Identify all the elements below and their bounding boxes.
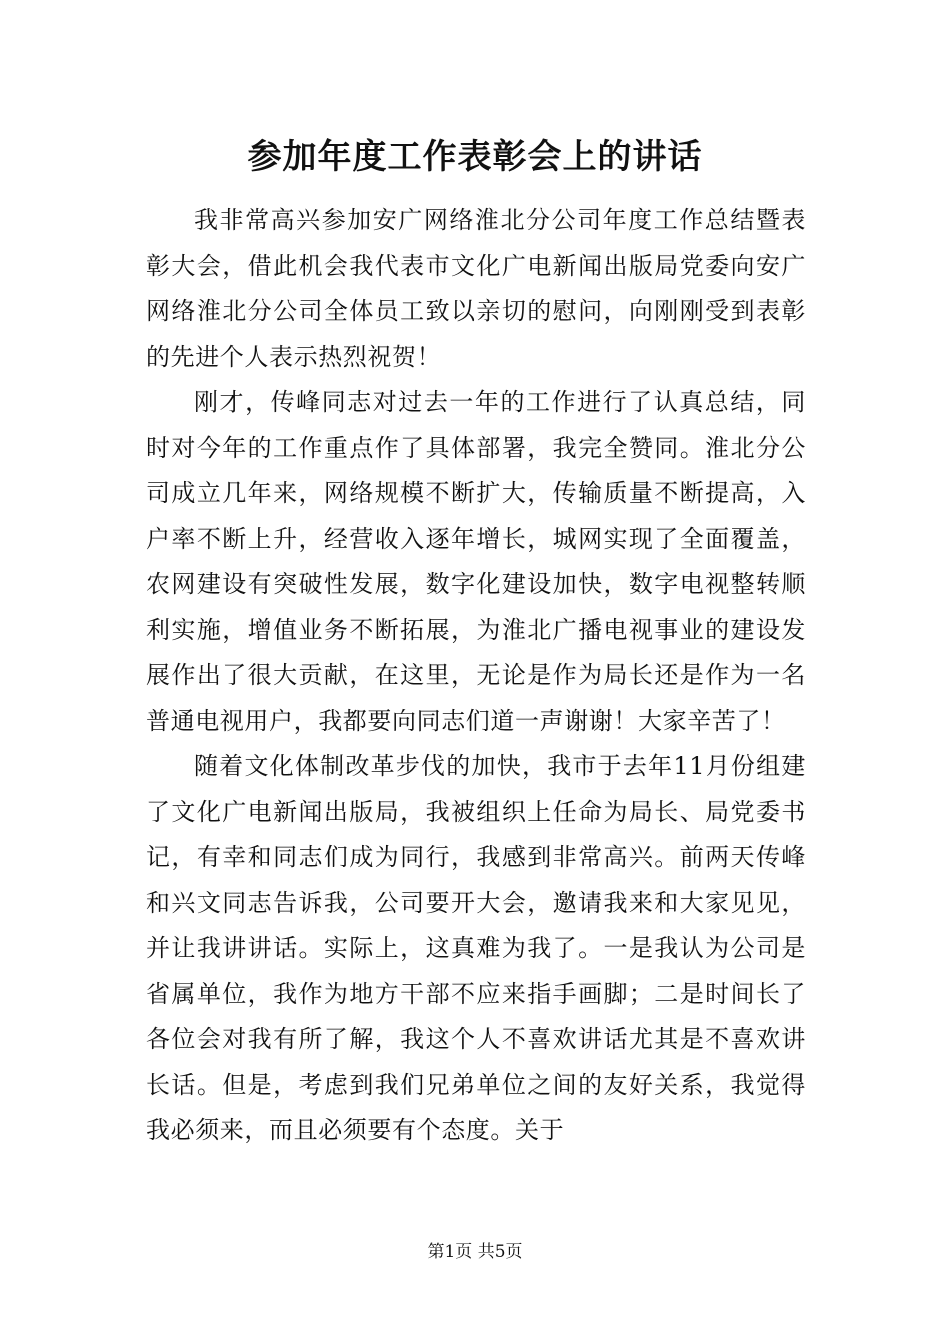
document-body [146, 198, 806, 1154]
paragraph-3: 随着文化体制改革步伐的加快，我市于去年11月份组建了文化广电新闻出版局，我被组织上任命为局长、局党委书记，有幸和同志们成为同行，我感到非常高兴。前两天传峰和兴文同志告诉我，公司要开大会，邀请我来和大家见见，并让我讲讲话。实际上，这真难为我了。一是我认为公司是省属单位，我作为地方干部不应来指手画脚；二是时间长了各位会对我有所了解，我这个人不喜欢讲话尤其是不喜欢讲长话。但是，考虑到我们兄弟单位之间的友好关系，我觉得我必须来，而且必须要有个态度。关于 [146, 752, 806, 1144]
page-number-footer: 第1页 共5页 [427, 1242, 523, 1262]
document-title: 参加年度工作表彰会上的讲话 [247, 137, 703, 177]
paragraph-1: 我非常高兴参加安广网络淮北分公司年度工作总结暨表彰大会，借此机会我代表市文化广电新闻出版局党委向安广网络淮北分公司全体员工致以亲切的慰问，向刚刚受到表彰的先进个人表示热烈祝贺！ [146, 206, 806, 371]
paragraph-2: 刚才，传峰同志对过去一年的工作进行了认真总结，同时对今年的工作重点作了具体部署，我完全赞同。淮北分公司成立几年来，网络规模不断扩大，传输质量不断提高，入户率不断上升，经营收入逐年增长，城网实现了全面覆盖，农网建设有突破性发展，数字化建设加快，数字电视整转顺利实施，增值业务不断拓展，为淮北广播电视事业的建设发展作出了很大贡献，在这里，无论是作为局长还是作为一名普通电视用户，我都要向同志们道一声谢谢！大家辛苦了！ [146, 388, 806, 735]
